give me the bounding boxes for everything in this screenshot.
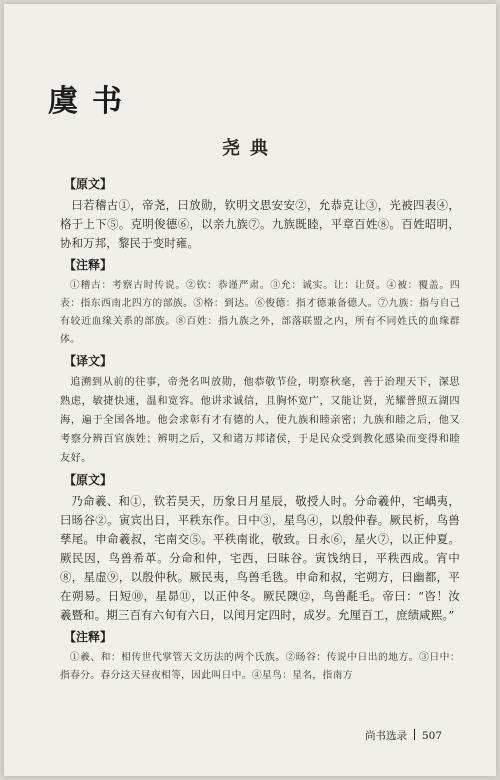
section-label: 【原文】 [64,473,113,487]
section-label: 【译文】 [64,354,113,368]
section-translation-1 [60,353,460,468]
original-text: 曰若稽古①，帝尧，曰放勋，钦明文思安安②，允恭克让③，光被四表④，格于上下⑤。克明俊德⑥，以亲九族⑦。九族既睦，平章百姓⑧。百姓昭明，协和万邦，黎民于变时雍。 [60,198,460,250]
main-content [60,176,460,689]
section-label: 【注释】 [64,258,113,272]
page-footer [365,728,442,743]
chapter-title: 尧典 [222,138,278,159]
translation-text: 追溯到从前的往事，帝尧名叫放勋，他恭敬节俭，明察秋毫，善于治理天下，深思熟虑，敏捷快速，温和宽容。他讲求诚信，且胸怀宽广，又能让贤，光耀普照五湖四海，遍于全国各地。他会求彰有才有德的人，使九族和睦亲密；九族和睦之后，他又考察分辨百官族姓；辨明之后，又和诸万邦诸侯，于是民众受到教化感染而变得和睦友好。 [60,377,460,464]
page-number: 507 [421,730,442,742]
notes-text: ①羲、和：相传世代掌管天文历法的两个氏族。②旸谷：传说中日出的地方。③日中：指春分。春分这天昼夜相等，因此叫日中。④星鸟：星名，指南方 [60,652,460,681]
footer-book-name: 尚书选录 [364,730,407,742]
section-label: 【注释】 [64,630,113,644]
book-page [4,4,496,776]
section-notes-2 [60,629,460,685]
section-original-1 [60,176,460,253]
original-text: 乃命羲、和①，钦若昊天，历象日月星辰，敬授人时。分命羲仲，宅嵎夷，曰旸谷②。寅宾出日，平秩东作。日中③，星鸟④，以殷仲春。厥民析，鸟兽孳尾。申命羲叔，宅南交⑤。平秩南讹，敬致。日永⑥，星火⑦，以正仲夏。厥民因，鸟兽希革。分命和仲，宅西，曰昧谷。寅饯纳日，平秩西成。宵中⑧，星虚⑨，以殷仲秋。厥民夷，鸟兽毛毨。申命和叔，宅朔方，曰幽都，平在朔易。日短⑩，星昴⑪，以正仲冬。厥民隩⑫，鸟兽氄毛。帝曰：“咨！汝羲暨和。期三百有六旬有六日，以闰月定四时，成岁。允厘百工，庶绩咸熙。” [60,494,460,622]
section-label: 【原文】 [64,177,113,191]
section-notes-1 [60,257,460,349]
book-title: 虞书 [48,84,136,119]
section-original-2 [60,472,460,625]
notes-text: ①稽古：考察古时传说。②钦：恭谨严肃。③允：诚实。让：让贤。④被：覆盖。四表：指东西南北四方的部族。⑤格：到达。⑥俊德：指才德兼备德人。⑦九族：指与自己有较近血缘关系的部族。⑧百姓：指九族之外，部落联盟之内，所有不同姓氏的血缘群体。 [60,280,460,345]
bleed-through-text [248,16,478,32]
footer-divider [414,729,415,740]
